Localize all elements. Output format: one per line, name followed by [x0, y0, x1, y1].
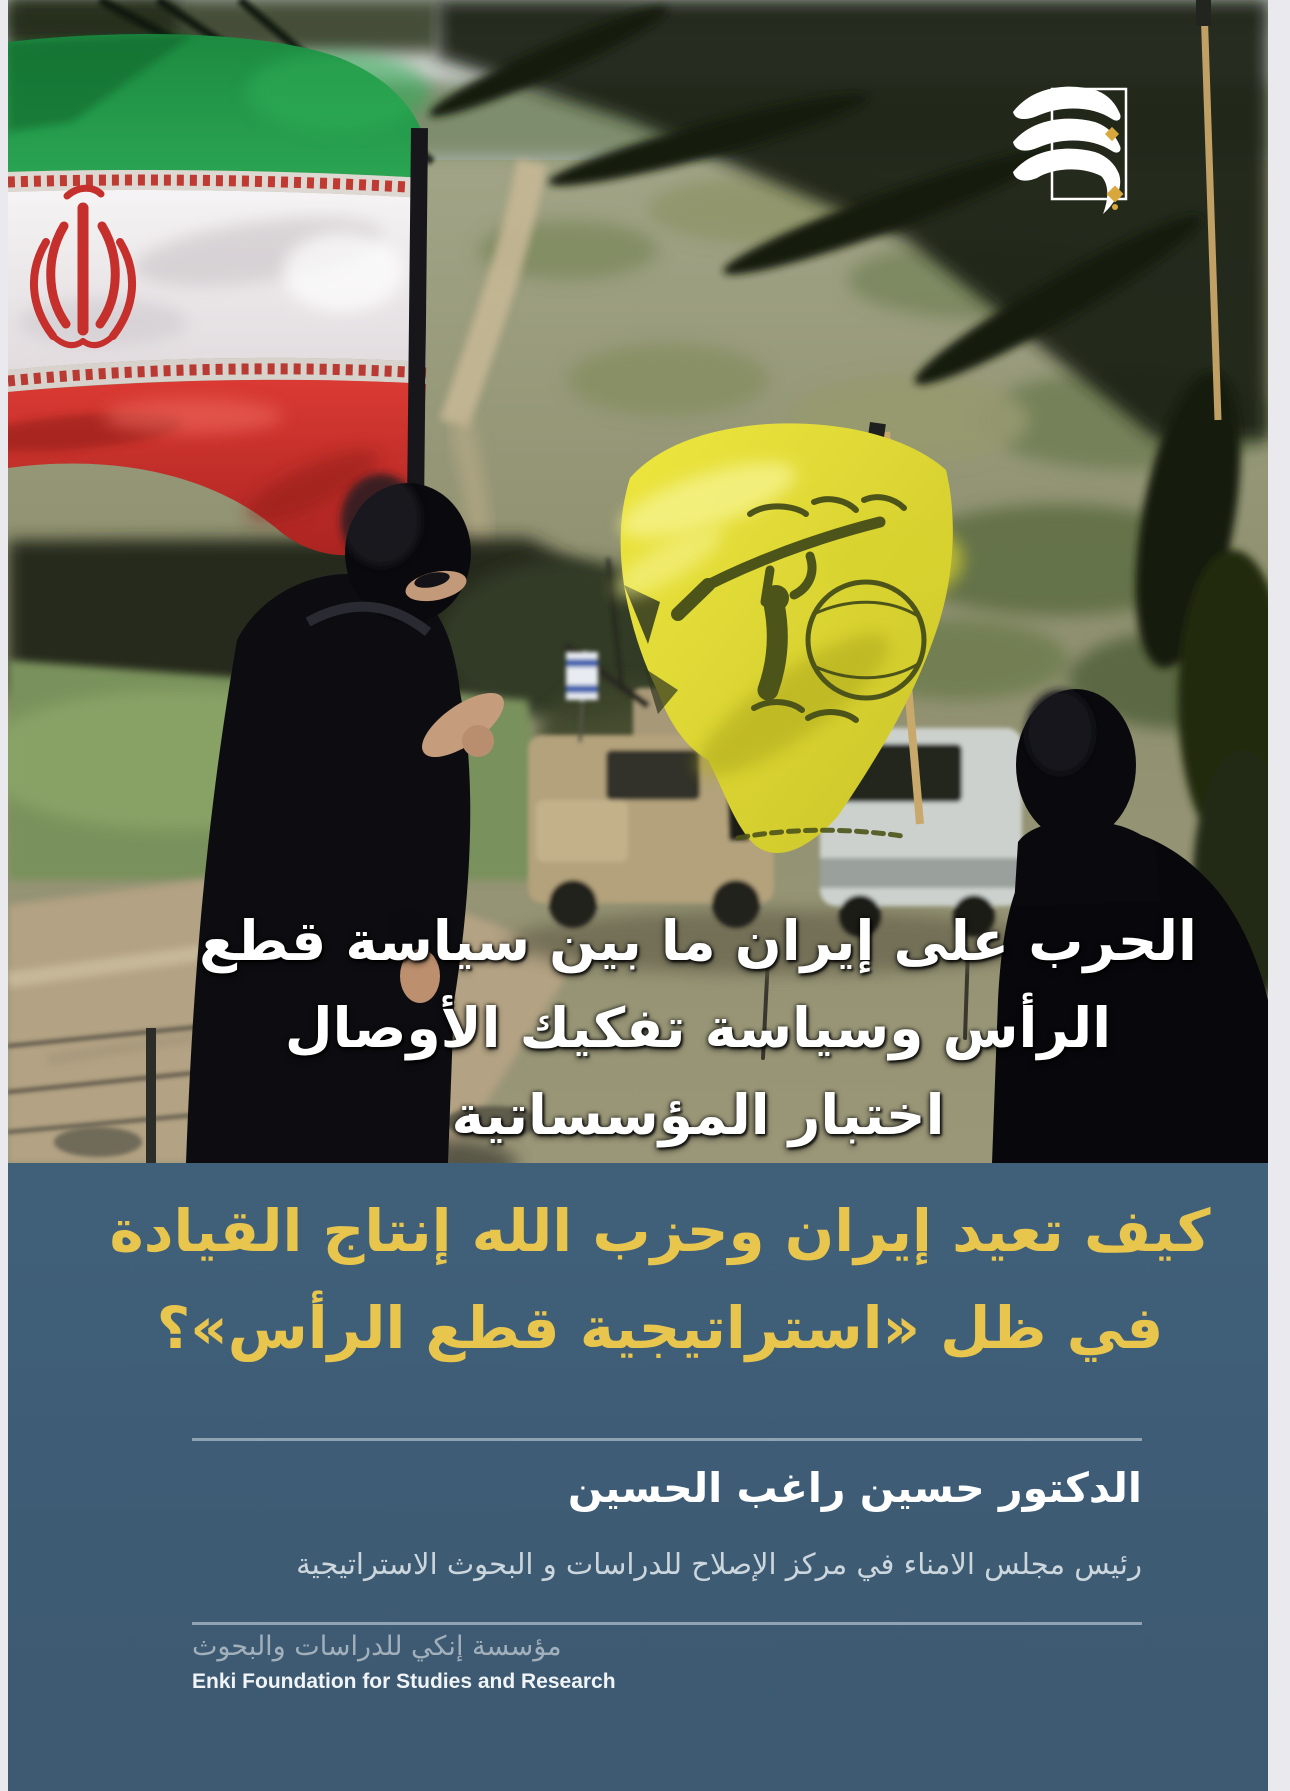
page-title — [128, 898, 1268, 1159]
footer-org-arabic: مؤسسة إنكي للدراسات والبحوث — [192, 1631, 562, 1662]
question-line: في ظل «استراتيجية قطع الرأس»؟ — [156, 1294, 1164, 1362]
cover-page — [8, 0, 1268, 1791]
title-line: اختبار المؤسساتية — [451, 1083, 945, 1147]
question-line: كيف تعيد إيران وحزب الله إنتاج القيادة — [109, 1197, 1211, 1265]
footer — [192, 1630, 1142, 1696]
subtitle-question — [90, 1183, 1230, 1377]
author-block — [192, 1465, 1142, 1584]
title-line: الرأس وسياسة تفكيك الأوصال — [284, 996, 1112, 1060]
cover-photo — [8, 0, 1268, 1163]
author-role: رئيس مجلس الامناء في مركز الإصلاح للدراسات و البحوث الاستراتيجية — [296, 1547, 1142, 1581]
divider-top — [192, 1438, 1142, 1441]
enki-logo — [1003, 72, 1151, 242]
title-line: الحرب على إيران ما بين سياسة قطع — [199, 909, 1197, 973]
info-band — [8, 1163, 1268, 1791]
author-name: الدكتور حسين راغب الحسين — [567, 1464, 1142, 1512]
footer-org-english: Enki Foundation for Studies and Research — [192, 1670, 616, 1693]
divider-bottom — [192, 1622, 1142, 1625]
enki-logo-icon — [1003, 72, 1151, 242]
